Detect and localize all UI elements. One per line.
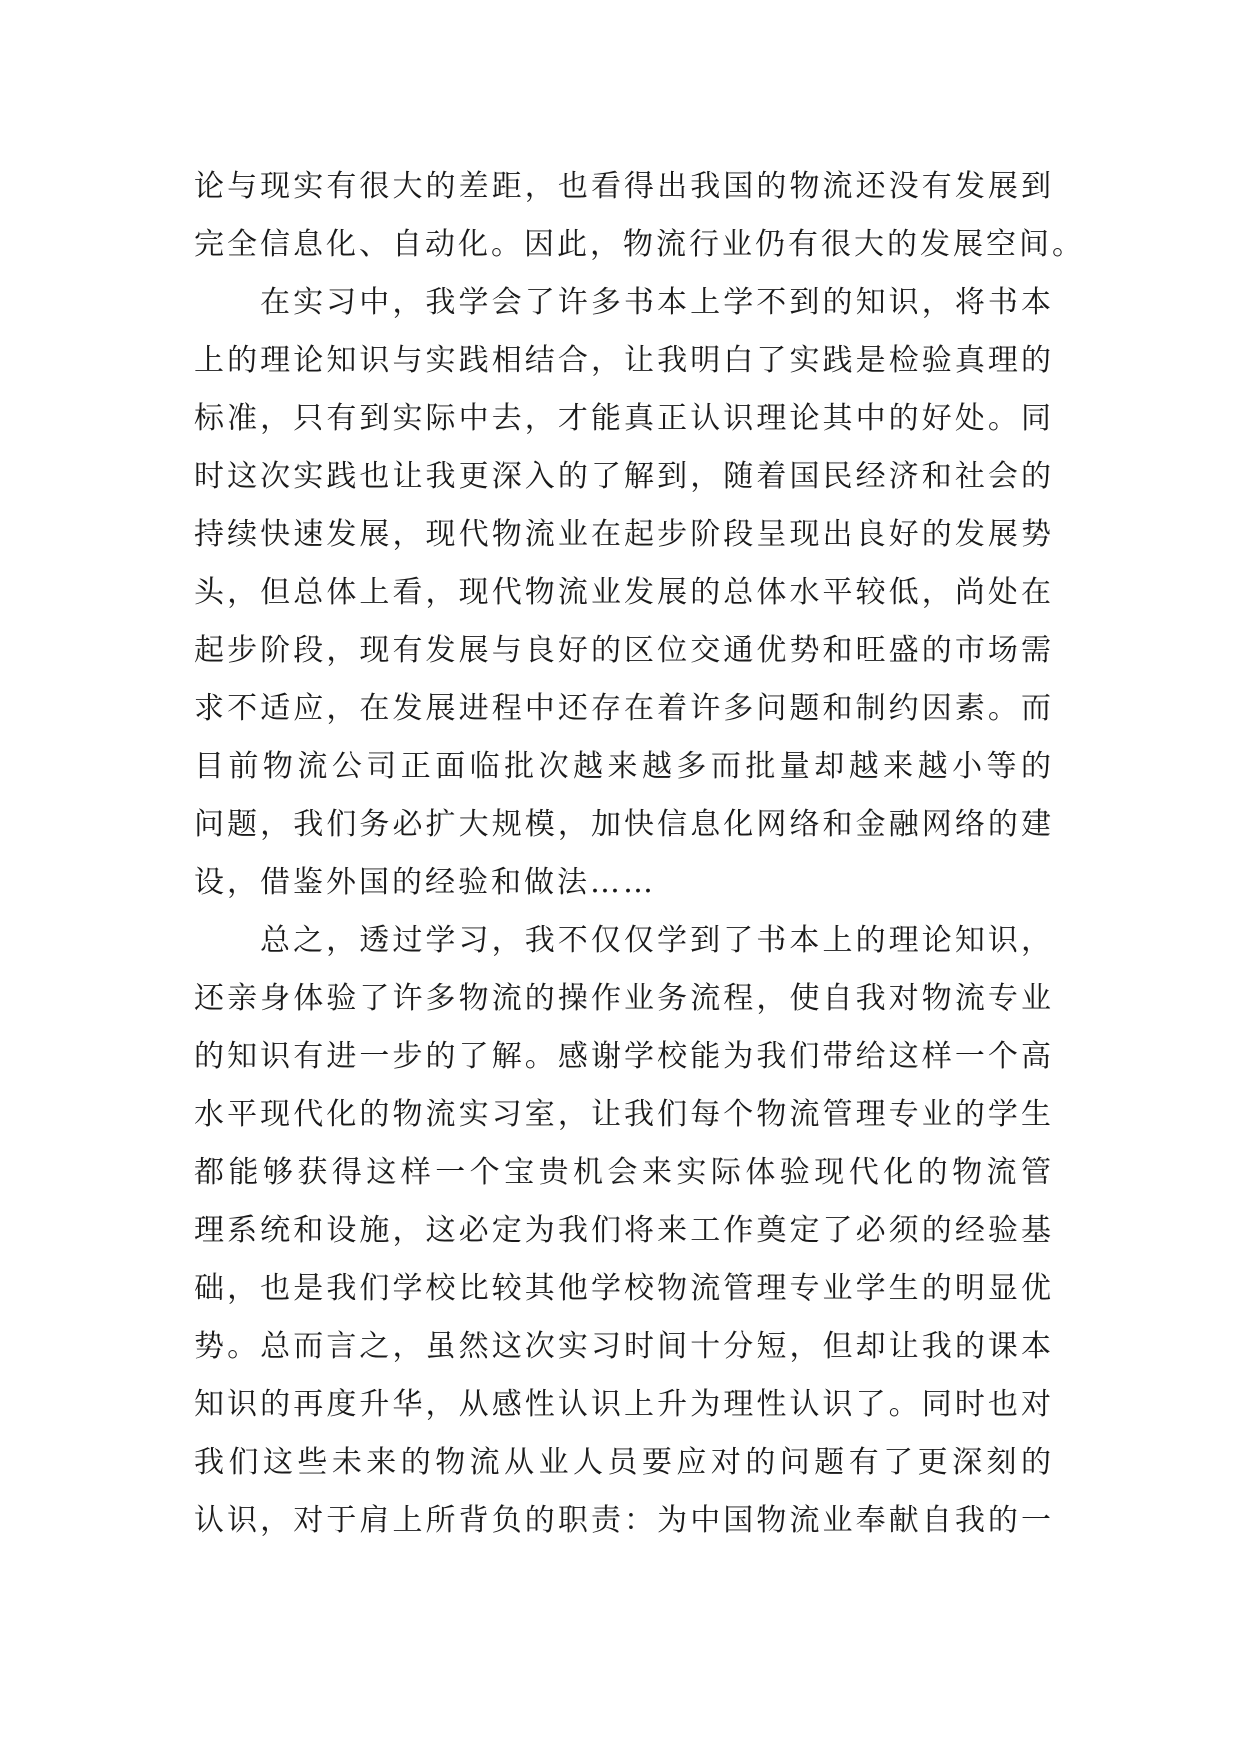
- text-line: 起步阶段，现有发展与良好的区位交通优势和旺盛的市场需: [194, 633, 1054, 668]
- text-line: 础，也是我们学校比较其他学校物流管理专业学生的明显优: [194, 1271, 1054, 1306]
- text-line: 理系统和设施，这必定为我们将来工作奠定了必须的经验基: [194, 1213, 1054, 1248]
- text-line: 认识，对于肩上所背负的职责：为中国物流业奉献自我的一: [194, 1503, 1054, 1538]
- text-line: 标准，只有到实际中去，才能真正认识理论其中的好处。同: [194, 401, 1054, 436]
- text-line: 持续快速发展，现代物流业在起步阶段呈现出良好的发展势: [194, 517, 1054, 552]
- text-line: 目前物流公司正面临批次越来越多而批量却越来越小等的: [194, 749, 1054, 784]
- text-line: 都能够获得这样一个宝贵机会来实际体验现代化的物流管: [194, 1155, 1054, 1190]
- text-line: 的知识有进一步的了解。感谢学校能为我们带给这样一个高: [194, 1039, 1054, 1074]
- text-line: 知识的再度升华，从感性认识上升为理性认识了。同时也对: [194, 1387, 1054, 1422]
- text-line: 上的理论知识与实践相结合，让我明白了实践是检验真理的: [194, 343, 1054, 378]
- text-line: 势。总而言之，虽然这次实习时间十分短，但却让我的课本: [194, 1329, 1054, 1364]
- text-line: 问题，我们务必扩大规模，加快信息化网络和金融网络的建: [194, 807, 1054, 842]
- text-line: 时这次实践也让我更深入的了解到，随着国民经济和社会的: [194, 459, 1054, 494]
- text-line: 在实习中，我学会了许多书本上学不到的知识，将书本: [260, 285, 1054, 320]
- text-line: 头，但总体上看，现代物流业发展的总体水平较低，尚处在: [194, 575, 1054, 610]
- text-line: 水平现代化的物流实习室，让我们每个物流管理专业的学生: [194, 1097, 1054, 1132]
- text-line: 完全信息化、自动化。因此，物流行业仍有很大的发展空间。: [194, 227, 1085, 262]
- text-line: 我们这些未来的物流从业人员要应对的问题有了更深刻的: [194, 1445, 1054, 1480]
- text-line: 设，借鉴外国的经验和做法……: [194, 865, 656, 900]
- text-line: 论与现实有很大的差距，也看得出我国的物流还没有发展到: [194, 169, 1054, 204]
- body-text: [194, 158, 1085, 1550]
- text-line: 求不适应，在发展进程中还存在着许多问题和制约因素。而: [194, 691, 1054, 726]
- text-line: 还亲身体验了许多物流的操作业务流程，使自我对物流专业: [194, 981, 1054, 1016]
- text-line: 总之，透过学习，我不仅仅学到了书本上的理论知识，: [260, 923, 1054, 958]
